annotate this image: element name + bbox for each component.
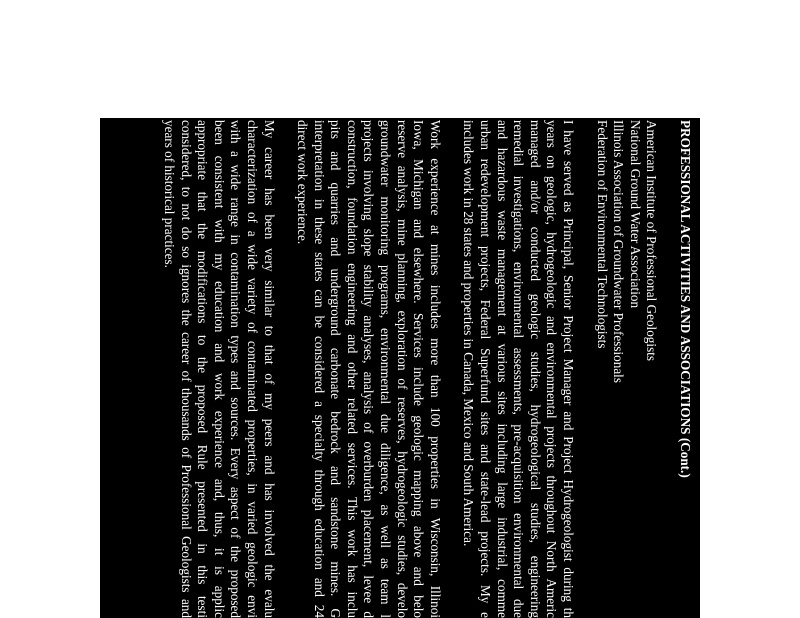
scanned-page-panel	[100, 118, 700, 618]
paragraph-line: been consistent with my education and work experience and, thus, it is applic	[211, 120, 227, 618]
association-item: American Institute of Professional Geologists	[644, 120, 660, 361]
paragraph-line: urban redevelopment projects, Federal Superfund sites and state-lead projects. My e	[478, 120, 494, 618]
paragraph-line: managed and/or conducted geologic studies, hydrogeological studies, engineering	[527, 120, 543, 618]
paragraph-experience-summary	[460, 120, 576, 618]
paragraph-line: remedial investigations, environmental assessments, pre-acquisition environmental due	[511, 120, 527, 618]
associations-list	[593, 120, 659, 618]
paragraph-line: groundwater monitoring programs, environmental due diligence, as well as team l	[378, 120, 394, 618]
paragraph-line: years of historical practices.	[161, 120, 177, 268]
paragraph-line: Work experience at mines includes more than 100 properties in Wisconsin, Illinoi	[427, 120, 443, 618]
paragraph-line: construction, foundation engineering and other related services. This work has inclu	[344, 120, 360, 618]
paragraph-line: characterization of a wide variety of contaminated properties, in varied geologic envi	[244, 120, 260, 618]
paragraph-line: reserve analysis, mine planning, exploration of reserves, hydrogeologic studies, develo	[394, 120, 410, 618]
paragraph-line: pits and quarries and underground carbonate bedrock and sandstone mines. G	[328, 120, 344, 618]
paragraph-line: projects involving slope stability analyses, analysis of overburden placement, levee d	[361, 120, 377, 618]
paragraph-line: considered, to not do so ignores the career of thousands of Professional Geologists and	[178, 120, 194, 618]
paragraph-line: and hazardous waste management at various sites including large industrial, comme	[494, 120, 510, 618]
paragraph-line: appropriate that the modifications to the proposed Rule presented in this testi	[195, 120, 211, 618]
association-item: Illinois Association of Groundwater Professionals	[611, 120, 627, 383]
paragraph-line: with a wide range in contamination types and sources. Every aspect of the proposed	[228, 120, 244, 618]
association-item: Federation of Environmental Technologists	[594, 120, 610, 349]
paragraph-line: direct work experience.	[295, 120, 311, 245]
paragraph-mine-experience	[294, 120, 443, 618]
paragraph-line: I have served as Principal, Senior Project Manager and Project Hydrogeologist during th	[561, 120, 577, 618]
section-heading: PROFESSIONAL ACTIVITIES AND ASSOCIATIONS (Cont.)	[678, 120, 693, 478]
paragraph-line: years on geologic, hydrogeologic and environmental projects throughout North Americ	[544, 120, 560, 618]
paragraph-line: Iowa, Michigan and elsewhere. Services include geologic mapping above and belo	[411, 120, 427, 618]
paragraph-line: interpretation in these states can be considered a specialty through education and 24	[311, 120, 327, 618]
association-item: National Ground Water Association	[627, 120, 643, 309]
paragraph-career	[160, 120, 276, 618]
paragraph-line: My career has been very similar to that of my peers and has involved the evalu	[261, 120, 277, 618]
rotated-document-page	[100, 118, 700, 618]
paragraph-line: includes work in 28 states and properties in Canada, Mexico and South America.	[461, 120, 477, 547]
